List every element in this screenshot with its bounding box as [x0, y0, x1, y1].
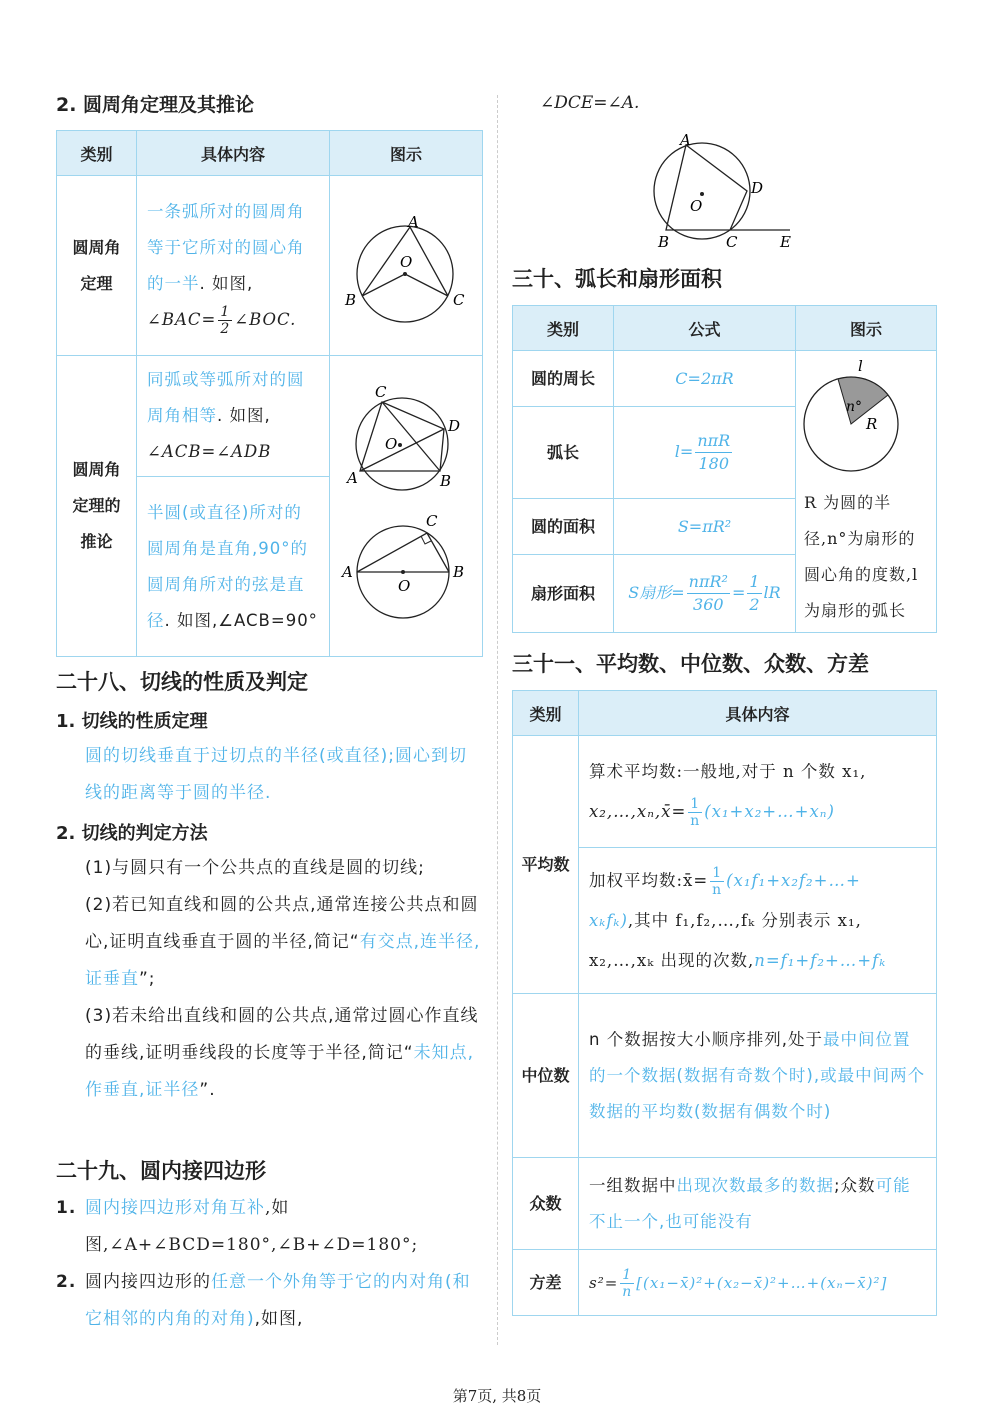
s28-2-p2-b: ”; [139, 969, 156, 989]
t3-mean-category: 平均数 [513, 736, 579, 994]
svg-text:B: B [440, 472, 452, 490]
sector-label-l: l [858, 357, 863, 375]
row2b-tail: . 如图,∠ACB=90° [164, 610, 318, 630]
s28-2-p2-a: (2)若已知直线和圆的公共点,通常连接公共点和圆心,证明直线垂直于圆的半径,简记“ [85, 895, 479, 952]
weight-a: 加权平均数:x̄= [589, 870, 709, 890]
s28-2-p2-blue: 有交点,连半径,证垂直 [85, 932, 481, 989]
svg-text:O: O [398, 577, 411, 595]
t3-median-category: 中位数 [513, 994, 579, 1158]
arith-a: 算术平均数:一般地,对于 n 个数 x₁, [589, 761, 867, 781]
row1-category: 圆周角定理 [57, 176, 137, 356]
sector-label-n: n° [846, 399, 863, 415]
svg-text:C: C [375, 383, 387, 401]
row2a-corollary: 同弧或等弧所对的圆周角相等 [147, 370, 305, 425]
row2-category: 圆周角定理的推论 [57, 356, 137, 657]
svg-text:C: C [426, 512, 438, 530]
t2-row-sector: 扇形面积 [513, 555, 614, 633]
t3-header-category: 类别 [513, 691, 579, 736]
mode-a: 一组数据中 [589, 1175, 677, 1195]
row1-figure [330, 176, 483, 356]
weight-d: ,其中 f₁,f₂,…,fₖ 分别表示 x₁, [627, 910, 862, 930]
row2-figure [330, 356, 483, 657]
row2a-tail: . 如图, [217, 406, 271, 425]
sec31-title: 三十一、平均数、中位数、众数、方差 [512, 652, 869, 676]
t2-row-arc: 弧长 [513, 407, 614, 499]
t2-row-area: 圆的面积 [513, 499, 614, 555]
s28-2-p3-a: (3)若未给出直线和圆的公共点,通常过圆心作直线的垂线,证明垂线段的长度等于半径,简记“ [85, 1006, 479, 1063]
arc-den: 180 [698, 454, 730, 473]
t2-figure-cell [796, 351, 937, 633]
sec28-title: 二十八、切线的性质及判定 [56, 670, 308, 694]
s28-2-p3-b: ”. [199, 1080, 216, 1100]
t3-mean-arith [579, 736, 937, 848]
sector-den2: 2 [749, 595, 760, 614]
mode-blue2: 可能不止一个,也可能没有 [589, 1175, 911, 1231]
mode-b: ;众数 [834, 1175, 876, 1195]
svg-text:C: C [453, 290, 465, 309]
s29-item1-num: 1. [56, 1198, 77, 1218]
t3-mode-content [579, 1158, 937, 1250]
arc-lhs: l= [674, 442, 694, 461]
t3-median-content [579, 994, 937, 1158]
circle-angle-table [56, 130, 483, 657]
arc-sector-table [512, 305, 937, 633]
s28-2-p3 [85, 998, 483, 1109]
median-a: n 个数据按大小顺序排列,处于 [589, 1029, 823, 1049]
label-c: C [726, 233, 738, 251]
s28-2-p3-blue: 未知点,作垂直,证半径 [85, 1043, 475, 1100]
label-e: E [780, 233, 791, 251]
row2b-content [137, 477, 330, 657]
weight-c: xₖfₖ) [589, 910, 628, 930]
sector-num2: 1 [747, 571, 761, 594]
weight-f: n=f₁+f₂+…+fₖ [754, 950, 887, 970]
weight-frac-den: n [712, 881, 723, 898]
weight-e: x₂,…,xₖ 出现的次数, [589, 950, 755, 970]
t2-formula-arc [614, 407, 796, 499]
t3-variance-content [579, 1250, 937, 1316]
var-lhs: s²= [589, 1273, 619, 1292]
row1-theorem: 一条弧所对的圆周角等于它所对的圆心角的一半 [147, 201, 305, 293]
arith-c: (x₁+x₂+…+xₙ) [704, 801, 835, 821]
t3-variance-category: 方差 [513, 1250, 579, 1316]
column-divider [497, 95, 498, 1345]
row1-tail: . 如图, [199, 273, 254, 293]
row2a-content [137, 356, 330, 477]
svg-text:B: B [345, 290, 357, 309]
corollary-figures [330, 359, 480, 649]
t2-formula-sector [614, 555, 796, 633]
svg-text:A: A [342, 563, 353, 581]
s29-item2-blue: 任意一个外角等于它的内对角(和它相邻的内角的对角) [85, 1272, 471, 1329]
svg-text:O: O [385, 435, 398, 453]
t2-header-figure: 图示 [796, 306, 937, 351]
s28-1-title: 1. 切线的性质定理 [56, 711, 208, 732]
weight-frac-num: 1 [712, 864, 723, 881]
label-o: O [690, 197, 703, 215]
var-frac-den: n [622, 1284, 633, 1300]
sec2-title: 2. 圆周角定理及其推论 [56, 94, 255, 116]
s28-2-body [85, 850, 483, 1109]
arith-b: x₂,…,xₙ,x̄= [589, 801, 687, 821]
sector-figure [796, 351, 935, 481]
s29-body [56, 1190, 484, 1338]
median-blue: 最中间位置的一个数据(数据有奇数个时),或最中间两个数据的平均数(数据有偶数个时) [589, 1029, 926, 1121]
sector-mid: = [731, 583, 746, 602]
header-figure: 图示 [330, 131, 483, 176]
header-category: 类别 [57, 131, 137, 176]
svg-text:B: B [453, 563, 465, 581]
svg-text:A: A [347, 469, 358, 487]
s29-item1 [56, 1190, 484, 1264]
s29-item1-tail: ,如图,∠A+∠BCD=180°,∠B+∠D=180°; [85, 1198, 419, 1255]
sec29-title: 二十九、圆内接四边形 [56, 1159, 266, 1183]
s28-2-p2 [85, 887, 483, 998]
label-a: A [680, 131, 691, 149]
t2-header-formula: 公式 [614, 306, 796, 351]
arc-num: nπR [695, 430, 732, 453]
sector-caption: R 为圆的半径,n°为扇形的圆心角的度数,l 为扇形的弧长 [804, 493, 919, 620]
arith-frac-num: 1 [690, 795, 701, 812]
sector-den: 360 [693, 595, 724, 614]
row1-formula: ∠BAC= $\frac{1}{2}$ ∠BOC. [147, 303, 297, 337]
s29-item1-blue: 圆内接四边形对角互补 [85, 1198, 265, 1218]
svg-text:D: D [448, 417, 461, 435]
s29-item2-b: ,如图, [254, 1309, 304, 1329]
statistics-table [512, 690, 937, 1316]
cyclic-quadrilateral-figure [640, 125, 800, 255]
page-footer: 第7页, 共8页 [452, 1387, 542, 1405]
s28-2-title: 2. 切线的判定方法 [56, 823, 208, 844]
t2-formula-area: S=πR² [614, 499, 796, 555]
t2-header-category: 类别 [513, 306, 614, 351]
label-b: B [658, 233, 670, 251]
top-formula: ∠DCE=∠A. [540, 93, 640, 113]
t3-mean-weighted [579, 848, 937, 994]
header-content: 具体内容 [137, 131, 330, 176]
s29-item2-a: 圆内接四边形的 [85, 1272, 211, 1292]
inscribed-angle-figure [330, 179, 480, 349]
row2a-formula: ∠ACB=∠ADB [147, 442, 272, 461]
s28-2-p1: (1)与圆只有一个公共点的直线是圆的切线; [85, 858, 425, 878]
svg-text:O: O [400, 252, 413, 271]
t2-formula-circumference: C=2πR [614, 351, 796, 407]
s29-item2-num: 2. [56, 1272, 77, 1292]
sector-num: nπR² [687, 571, 730, 594]
row1-content [137, 176, 330, 356]
weight-b: (x₁f₁+x₂f₂+…+ [726, 870, 861, 890]
mode-blue1: 出现次数最多的数据 [676, 1175, 834, 1195]
t2-row-circumference: 圆的周长 [513, 351, 614, 407]
arith-frac-den: n [690, 812, 701, 829]
label-d: D [751, 179, 764, 197]
t3-mode-category: 众数 [513, 1158, 579, 1250]
row2b-corollary: 半圆(或直径)所对的圆周角是直角,90°的圆周角所对的弦是直径 [147, 502, 308, 630]
s29-item2 [56, 1264, 484, 1338]
var-body: [(x₁−x̄)²+(x₂−x̄)²+…+(xₙ−x̄)²] [636, 1273, 888, 1292]
sector-label-r: R [866, 415, 878, 433]
s28-1-text: 圆的切线垂直于过切点的半径(或直径);圆心到切线的距离等于圆的半径. [85, 746, 467, 803]
svg-text:A: A [408, 212, 419, 231]
var-frac-num: 1 [622, 1267, 633, 1283]
sector-tail: lR [763, 583, 781, 602]
sec30-title: 三十、弧长和扇形面积 [512, 267, 722, 291]
t3-header-content: 具体内容 [579, 691, 937, 736]
sector-lhs: S扇形= [628, 583, 685, 602]
